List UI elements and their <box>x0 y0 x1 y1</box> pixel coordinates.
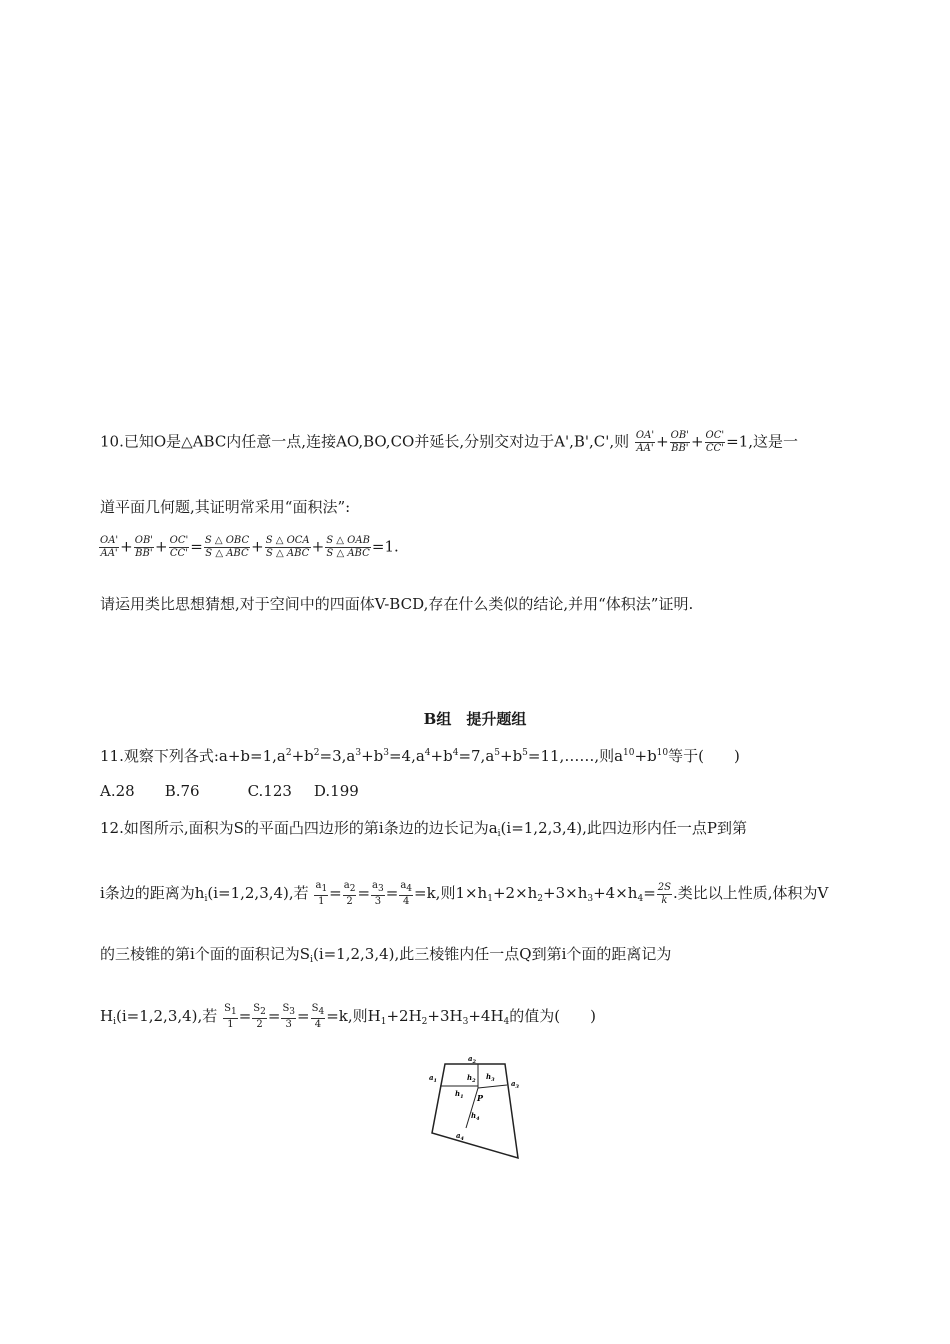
option-d[interactable]: D.199 <box>313 782 359 800</box>
label-h1: $h_1$ <box>455 1089 464 1100</box>
q12-line2: i条边的距离为$h_i(i=1,2,3,4)$,若 $\frac{a1}{1}$ = $\frac{a2}{2}$ = $\frac{a3}{3}$ = $\frac{a4}{4}$ =k,则$1\times h_1+2\times h_2+3\times h_3+4\times h_4=$ $\frac{2S}{k}$ .类比以上性质,体积为V <box>100 880 829 907</box>
fraction: $\frac{OA'}{AA'}$ <box>635 430 655 454</box>
fraction: $\frac{OB'}{BB'}$ <box>670 430 689 454</box>
label-a4: $a_4$ <box>456 1131 465 1142</box>
section-title: B组 提升题组 <box>423 710 527 728</box>
label-a3: $a_3$ <box>511 1079 520 1090</box>
label-p: P <box>477 1093 484 1103</box>
q10-line2: 道平面几何题,其证明常采用“面积法”: <box>100 498 351 516</box>
q12-line1: 12.如图所示,面积为S的平面凸四边形的第i条边的边长记为$a_i(i=1,2,3,4)$,此四边形内任一点P到第 <box>100 819 747 839</box>
label-h3: $h_3$ <box>486 1072 495 1083</box>
fraction: $\frac{OC'}{CC'}$ <box>705 430 725 454</box>
option-c[interactable]: C.123 <box>247 782 292 800</box>
q12-line3: 的三棱锥的第i个面的面积记为$S_i(i=1,2,3,4)$,此三棱锥内任一点Q到第i个面的距离记为 <box>100 945 672 965</box>
q11-stem: 11.观察下列各式$:a+b=1,a^2+b^2=3,a^3+b^3=4,a^4+b^4=7,a^5+b^5=11,\dots\dots$,则$a^{10}+b^{10}$等于( ) <box>100 747 740 765</box>
q10-area-equation: $\frac{OA'}{AA'}$ + $\frac{OB'}{BB'}$ + $\frac{OC'}{CC'}$ = $\frac{\text{S △ OBC}}{\text{S △ ABC}}$ + $\frac{\text{S △ OCA}}{\text{S △ ABC}}$ + $\frac{\text{S △ OAB}}{\text{S △ ABC}}$ =1. <box>100 535 399 559</box>
q10-line3: 请运用类比思想猜想,对于空间中的四面体V-BCD,存在什么类似的结论,并用“体积法”证明. <box>100 595 694 613</box>
q12-line4: $H_i(i=1,2,3,4)$,若 $\frac{S1}{1}$ = $\frac{S2}{2}$ = $\frac{S3}{3}$ = $\frac{S4}{4}$ =k,则$H_1+2H_2+3H_3+4H_4$的值为( ) <box>100 1003 596 1030</box>
option-b[interactable]: B.76 <box>164 782 200 800</box>
label-h2: $h_2$ <box>467 1073 476 1084</box>
label-h4: $h_4$ <box>471 1111 480 1122</box>
h3-segment <box>478 1085 507 1088</box>
label-a1: $a_1$ <box>429 1073 438 1084</box>
label-a2: $a_2$ <box>468 1054 477 1065</box>
quadrilateral-figure <box>420 1050 530 1165</box>
q10-line1: 10.已知O是△ABC内任意一点,连接AO,BO,CO并延长,分别交对边于A',B',C',则 $\frac{OA'}{AA'}$ + $\frac{OB'}{BB'}$ + $\frac{OC'}{CC'}$ =1,这是一 <box>100 430 799 454</box>
q11-options <box>100 782 389 800</box>
option-a[interactable]: A.28 <box>100 782 135 800</box>
